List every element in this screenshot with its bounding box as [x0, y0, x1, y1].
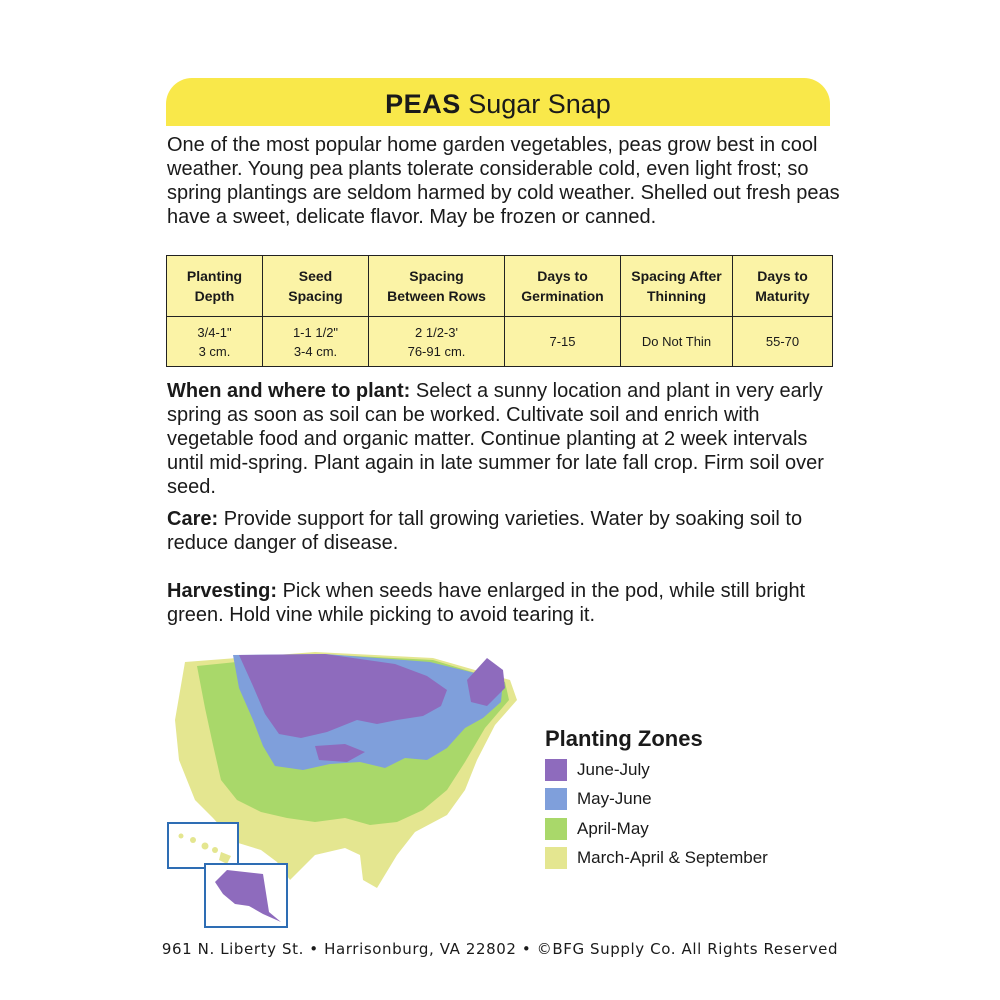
legend-item: [545, 785, 768, 815]
header-thinning: Spacing After Thinning: [621, 256, 733, 317]
header-row-spacing: Spacing Between Rows: [369, 256, 505, 317]
legend-label: March-April & September: [577, 848, 768, 868]
section-label: Harvesting:: [167, 580, 278, 602]
section-text: Pick when seeds have enlarged in the pod, while still bright green. Hold vine while picking to avoid tearing it.: [167, 580, 806, 626]
legend-label: May-June: [577, 789, 652, 809]
legend-label: April-May: [577, 818, 649, 838]
legend-title: Planting Zones: [545, 726, 703, 751]
hawaii-inset: [168, 823, 238, 868]
header-maturity: Days to Maturity: [733, 256, 833, 317]
legend-item: [545, 755, 768, 785]
crop-name: PEAS: [385, 89, 461, 119]
legend-item: [545, 844, 768, 874]
section-label: Care:: [167, 508, 219, 530]
legend-swatch: [545, 788, 567, 810]
when-where-section: [167, 379, 847, 499]
description: One of the most popular home garden vegetables, peas grow best in cool weather. Young pea plants tolerate considerable cold, even light frost; so spring plantings are seldom harmed by cold weather. Shelled out fresh peas have a sweet, delicate flavor. May be frozen or canned.: [167, 134, 840, 228]
value-row-spacing: 2 1/2-3' 76-91 cm.: [369, 317, 505, 367]
section-text: Provide support for tall growing varieties. Water by soaking soil to reduce danger of disease.: [167, 508, 803, 554]
table-header-row: [167, 256, 833, 317]
header-germination: Days to Germination: [505, 256, 621, 317]
alaska-inset: [205, 864, 287, 927]
planting-specs-table: [166, 255, 833, 367]
legend-swatch: [545, 818, 567, 840]
value-maturity: 55-70: [733, 317, 833, 367]
title-banner: [166, 78, 830, 126]
section-label: When and where to plant:: [167, 380, 411, 402]
value-germination: 7-15: [505, 317, 621, 367]
section-text: Select a sunny location and plant in very early spring as soon as soil can be worked. Cultivate soil and enrich with vegetable food and organic matter. Continue planting at 2 week intervals until mid-spring. Plant again in late summer for late fall crop. Firm soil over seed.: [167, 380, 824, 498]
table-row: [167, 317, 833, 367]
footer-address: 961 N. Liberty St. • Harrisonburg, VA 22802 • ©BFG Supply Co. All Rights Reserved: [161, 940, 839, 958]
care-section: [167, 507, 847, 555]
value-seed-spacing: 1-1 1/2" 3-4 cm.: [263, 317, 369, 367]
variety-name: Sugar Snap: [468, 89, 611, 119]
value-thinning: Do Not Thin: [621, 317, 733, 367]
header-seed-spacing: Seed Spacing: [263, 256, 369, 317]
planting-zone-map: [165, 650, 545, 930]
legend-item: [545, 814, 768, 844]
planting-zones-legend: [545, 726, 768, 873]
legend-swatch: [545, 847, 567, 869]
harvesting-section: [167, 579, 847, 627]
legend-label: June-July: [577, 759, 650, 779]
legend-swatch: [545, 759, 567, 781]
header-planting-depth: Planting Depth: [167, 256, 263, 317]
value-planting-depth: 3/4-1" 3 cm.: [167, 317, 263, 367]
